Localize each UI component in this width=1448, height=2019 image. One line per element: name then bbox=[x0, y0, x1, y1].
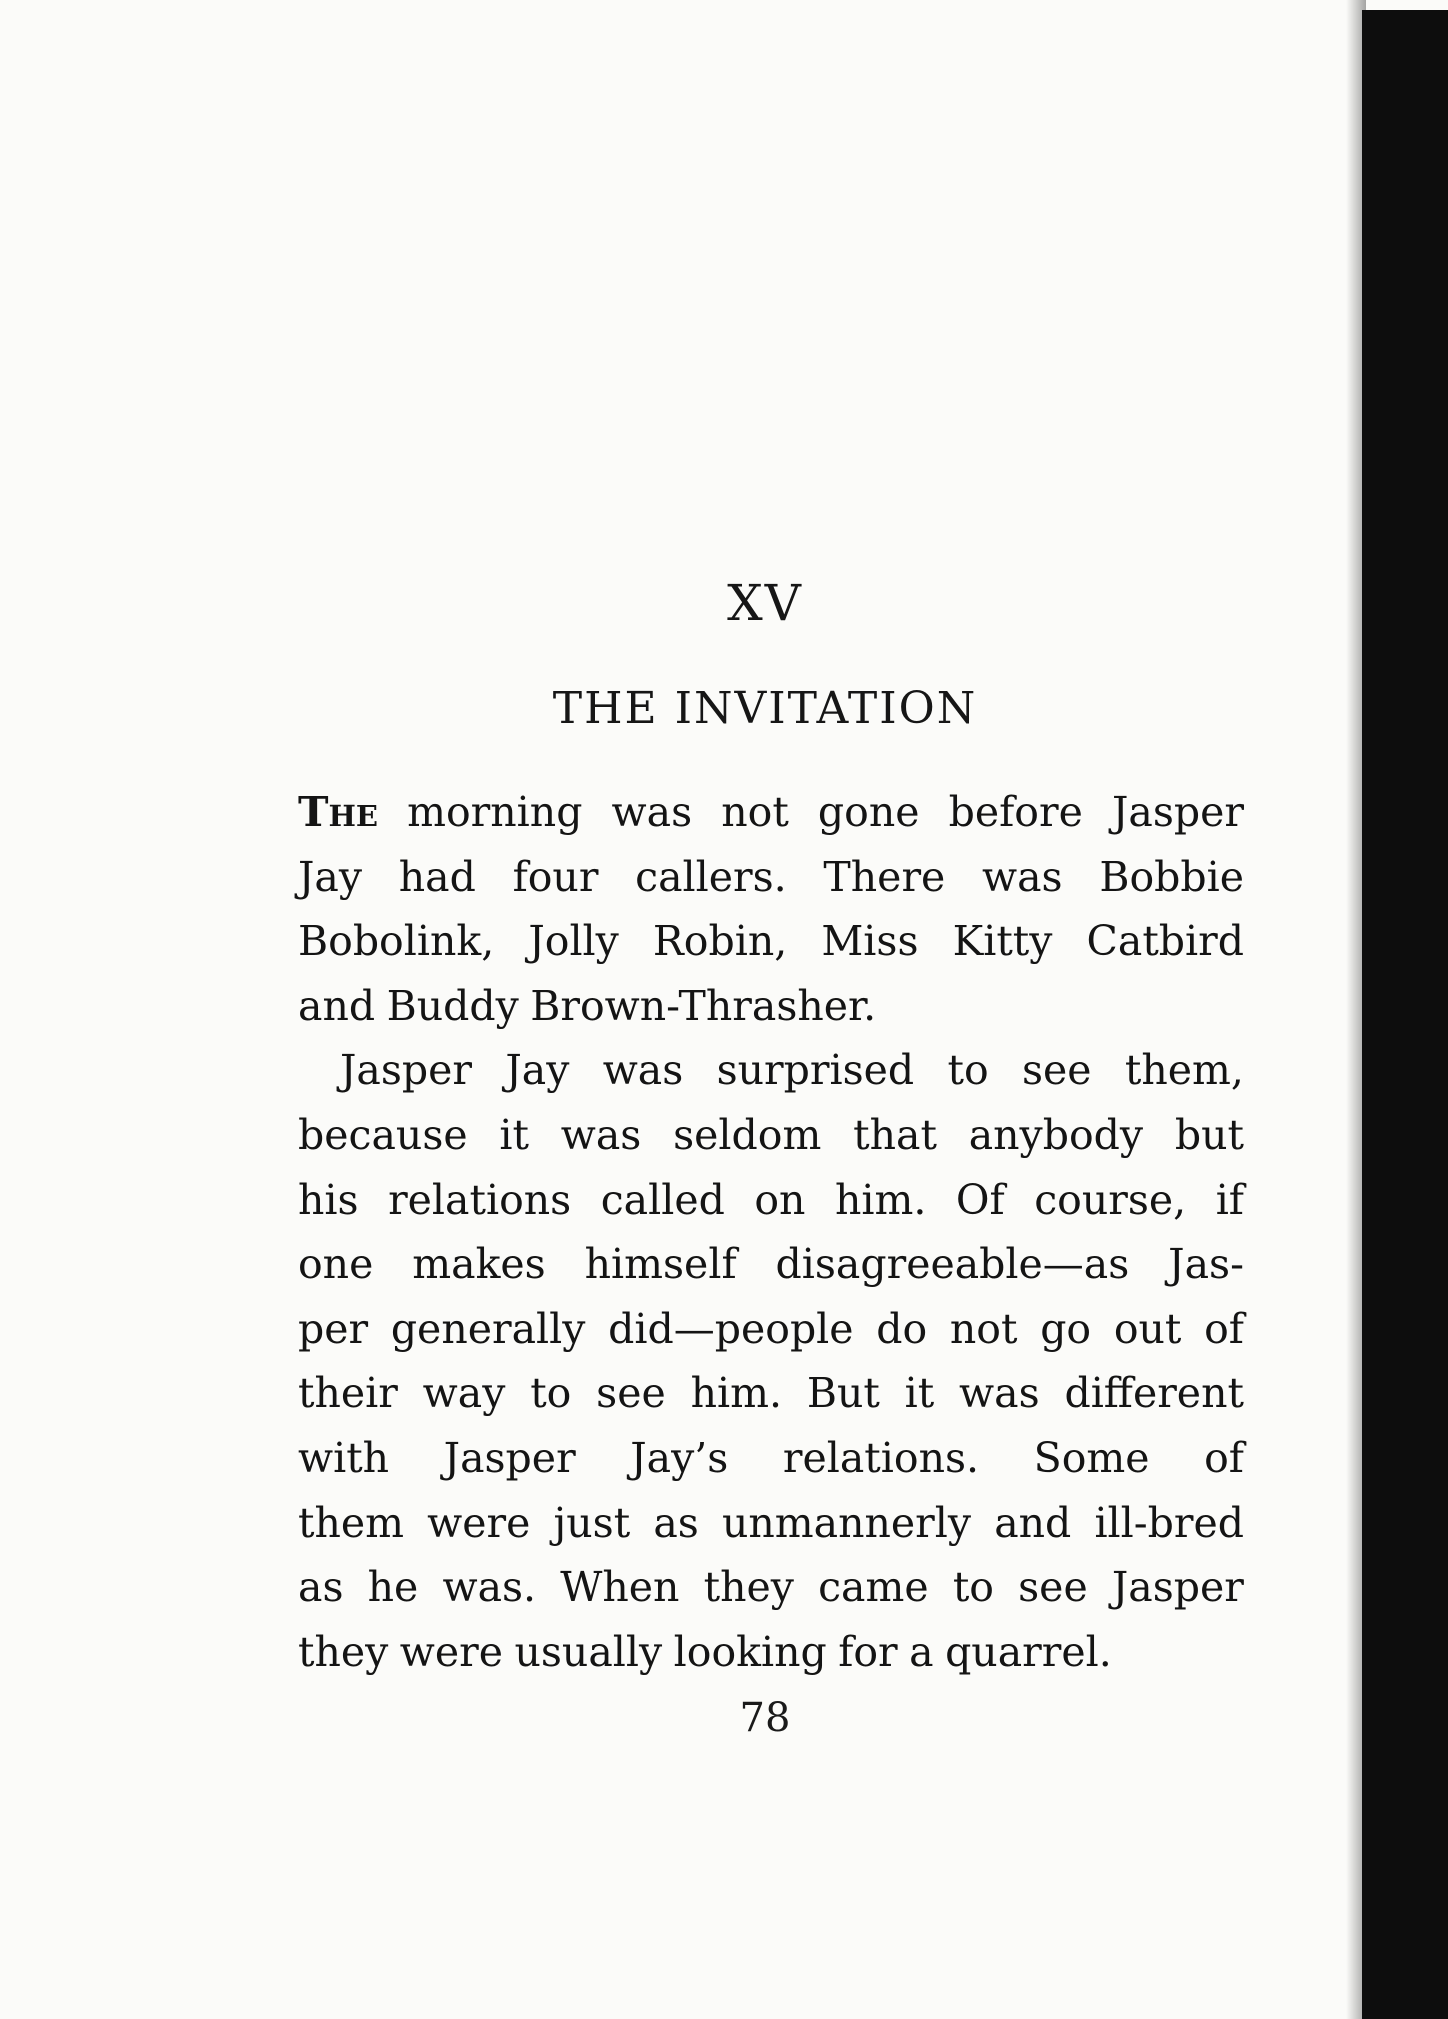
page-number: 78 bbox=[739, 1695, 791, 1741]
text-line: because it was seldom that anybody but bbox=[298, 1110, 1244, 1159]
text-line: them were just as unmannerly and ill-bred bbox=[298, 1498, 1244, 1547]
text-line: one makes himself disagreeable—as Jas- bbox=[298, 1240, 1244, 1289]
text-line: with Jasper Jay’s relations. Some of bbox=[298, 1433, 1244, 1482]
text-line: per generally did—people do not go out of bbox=[298, 1304, 1244, 1353]
text-line: as he was. When they came to see Jasper bbox=[298, 1563, 1244, 1612]
chapter-number: XV bbox=[727, 574, 803, 632]
chapter-title: THE INVITATION bbox=[552, 683, 978, 734]
text-line: Jasper Jay was surprised to see them, bbox=[340, 1046, 1244, 1095]
text-line: Jay had four callers. There was Bobbie bbox=[298, 852, 1244, 901]
text-line: his relations called on him. Of course, if bbox=[298, 1175, 1244, 1224]
text-line: and Buddy Brown-Thrasher. bbox=[298, 981, 877, 1030]
chapter-body bbox=[298, 780, 1244, 1684]
text-line: The morning was not gone before Jasper bbox=[298, 788, 1244, 836]
text-line: they were usually looking for a quarrel. bbox=[298, 1627, 1112, 1676]
text-line: their way to see him. But it was different bbox=[298, 1369, 1244, 1418]
text-line: Bobolink, Jolly Robin, Miss Kitty Catbird bbox=[298, 917, 1244, 966]
